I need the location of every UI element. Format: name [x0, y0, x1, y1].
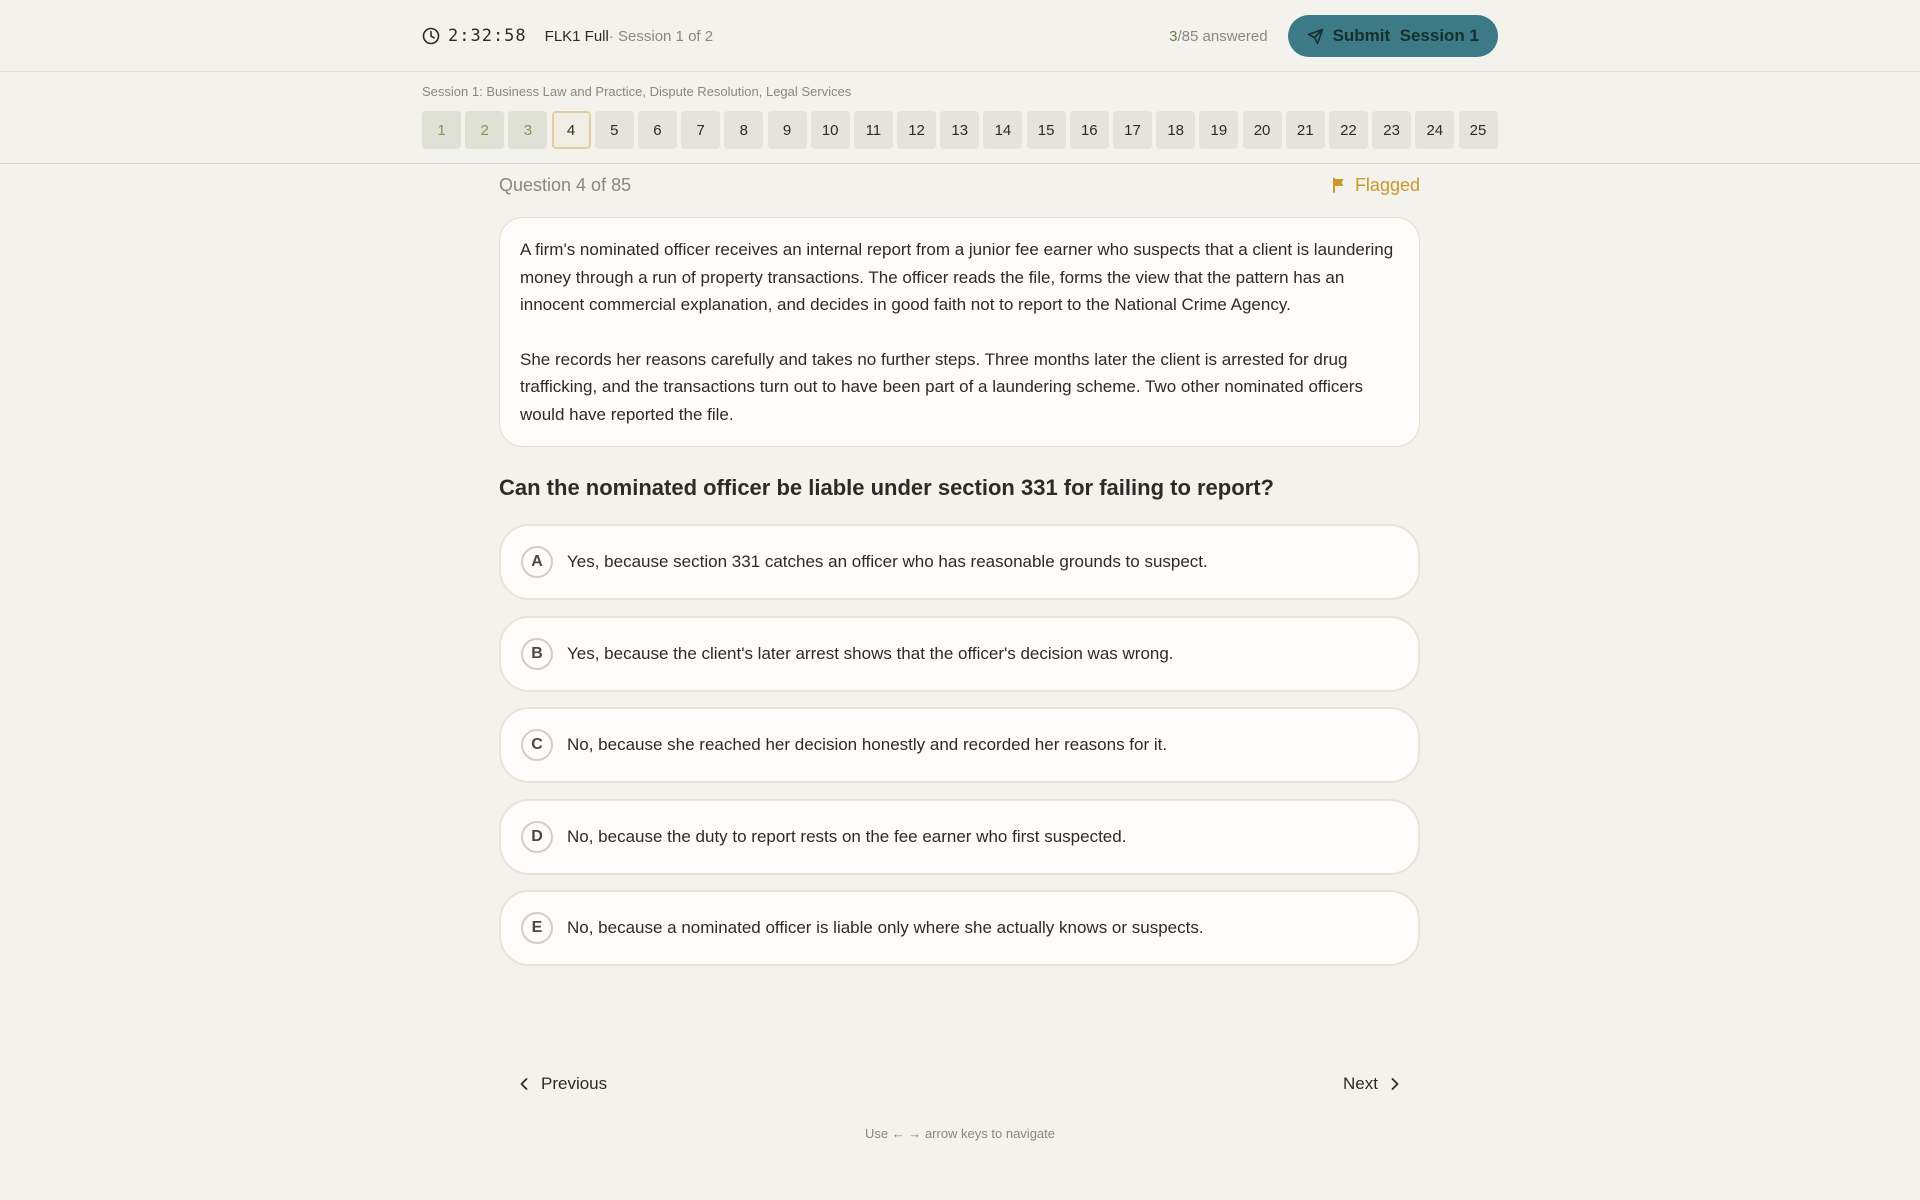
option-text: Yes, because section 331 catches an officer who has reasonable grounds to suspect.: [567, 552, 1208, 571]
question-nav-button[interactable]: 11: [854, 111, 893, 149]
previous-label: Previous: [541, 1074, 608, 1093]
answered-count: [1169, 28, 1267, 45]
question-nav-button[interactable]: 25: [1459, 111, 1498, 149]
previous-button[interactable]: [499, 1067, 627, 1101]
exam-name: FLK1 Full: [544, 27, 609, 45]
session-label: Session 1: Business Law and Practice, Dispute Resolution, Legal Services: [422, 84, 852, 99]
question-nav-button[interactable]: 10: [811, 111, 850, 149]
clock-icon: [422, 27, 440, 45]
question-nav-button[interactable]: 24: [1415, 111, 1454, 149]
top-bar: [0, 0, 1920, 72]
question-nav-button[interactable]: 21: [1286, 111, 1325, 149]
flag-button[interactable]: [1331, 175, 1420, 196]
answer-option[interactable]: [499, 799, 1420, 875]
answer-option[interactable]: [499, 524, 1420, 600]
question-nav-button[interactable]: 1: [422, 111, 461, 149]
question-nav-button[interactable]: 5: [595, 111, 634, 149]
question-nav-button[interactable]: 22: [1329, 111, 1368, 149]
option-text: No, because a nominated officer is liable only where she actually knows or suspects.: [567, 918, 1204, 937]
question-nav-button[interactable]: 17: [1113, 111, 1152, 149]
answer-options: [499, 524, 1420, 966]
question-nav-button[interactable]: 8: [724, 111, 763, 149]
option-letter: D: [521, 821, 553, 853]
chevron-right-icon: [1390, 1077, 1400, 1091]
send-icon: [1307, 28, 1324, 45]
question-nav-button[interactable]: 19: [1199, 111, 1238, 149]
question-nav-button[interactable]: 23: [1372, 111, 1411, 149]
question-nav-button[interactable]: 7: [681, 111, 720, 149]
keyboard-hint: Use ← → arrow keys to navigate: [864, 1126, 1056, 1141]
answer-option[interactable]: [499, 616, 1420, 692]
question-nav-button[interactable]: 12: [897, 111, 936, 149]
question-prompt: Can the nominated officer be liable under section 331 for failing to report?: [499, 475, 1274, 500]
question-nav-button[interactable]: 14: [983, 111, 1022, 149]
timer-value: 2:32:58: [448, 26, 527, 46]
submit-session-button[interactable]: [1288, 15, 1498, 57]
question-nav-button[interactable]: 16: [1070, 111, 1109, 149]
chevron-left-icon: [519, 1077, 529, 1091]
question-nav-button[interactable]: 18: [1156, 111, 1195, 149]
question-nav-button[interactable]: 9: [768, 111, 807, 149]
question-grid: [422, 111, 1502, 149]
option-text: No, because she reached her decision honestly and recorded her reasons for it.: [567, 735, 1168, 754]
question-panel: [499, 165, 1420, 982]
pager: [499, 1067, 1420, 1101]
answer-option[interactable]: [499, 707, 1420, 783]
answered-count-total: /85 answered: [1177, 27, 1268, 45]
question-counter: Question 4 of 85: [499, 174, 632, 195]
next-button[interactable]: [1323, 1067, 1420, 1101]
option-letter: A: [521, 546, 553, 578]
option-text: Yes, because the client's later arrest shows that the officer's decision was wrong.: [567, 643, 1174, 663]
question-nav-button[interactable]: 15: [1027, 111, 1066, 149]
stem-paragraph: A firm's nominated officer receives an internal report from a junior fee earner who suspects that a client is laundering money through a run of property transactions. The officer reads the file, forms the view that the pattern has an innocent commercial explanation, and decides in good faith not to report to the National Crime Agency.: [520, 240, 1394, 314]
next-label: Next: [1343, 1074, 1378, 1093]
exam-session: · Session 1 of 2: [608, 27, 714, 45]
question-nav-button[interactable]: 13: [940, 111, 979, 149]
flag-label: Flagged: [1354, 174, 1420, 195]
flag-icon: [1331, 177, 1347, 193]
question-nav-button[interactable]: 3: [508, 111, 547, 149]
submit-session-label: Submit Session 1: [1332, 26, 1479, 45]
question-nav-button[interactable]: 2: [465, 111, 504, 149]
option-text: No, because the duty to report rests on the fee earner who first suspected.: [567, 826, 1127, 846]
question-nav-button[interactable]: 20: [1243, 111, 1282, 149]
question-nav-button[interactable]: 4: [552, 111, 591, 149]
question-nav-button[interactable]: 6: [638, 111, 677, 149]
timer: [422, 26, 527, 46]
answer-option[interactable]: [499, 890, 1420, 966]
stem-paragraph: She records her reasons carefully and takes no further steps. Three months later the client is arrested for drug trafficking, and the transactions turn out to have been part of a laundering scheme. Two other nominated officers would have reported the file.: [520, 349, 1363, 424]
answered-count-number: 3: [1169, 27, 1178, 45]
question-stem: [499, 217, 1420, 447]
option-letter: C: [521, 729, 553, 761]
option-letter: B: [521, 638, 553, 670]
option-letter: E: [521, 912, 553, 944]
